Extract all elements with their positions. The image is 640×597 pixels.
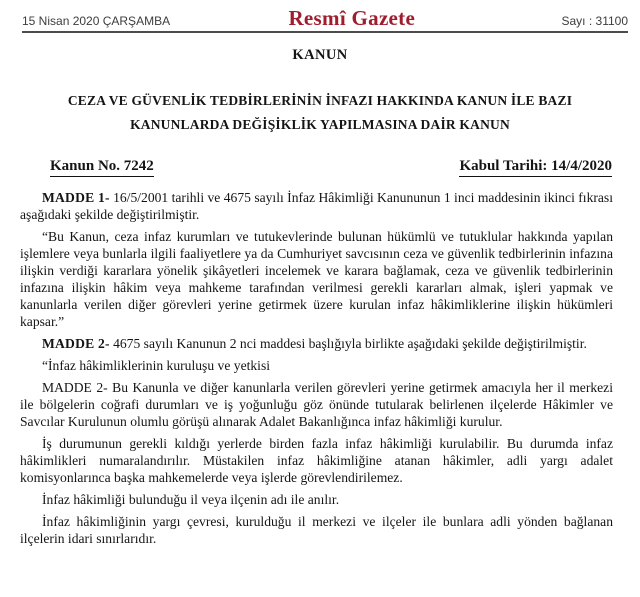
section-heading: KANUN	[292, 47, 348, 63]
law-paragraph: MADDE 1- 16/5/2001 tarihli ve 4675 sayılı İnfaz Hâkimliği Kanununun 1 inci maddesinin ikinci fıkrası aşağıdaki şekilde değiştirilmiştir.	[20, 190, 613, 222]
article-lead: MADDE 1-	[42, 190, 110, 205]
law-paragraph: MADDE 2- 4675 sayılı Kanunun 2 nci maddesi başlığıyla birlikte aşağıdaki şekilde değiştirilmiştir.	[42, 336, 587, 351]
article-lead: MADDE 2-	[42, 336, 110, 351]
law-paragraph: İnfaz hâkimliği bulunduğu il veya ilçenin adı ile anılır.	[42, 492, 340, 507]
gazette-issue-number: Sayı : 31100	[561, 14, 628, 28]
law-paragraph: “Bu Kanun, ceza infaz kurumları ve tutukevlerinde bulunan hükümlü ve tutuklular hakkında yapılan işlemlere veya bunlarla ilgili faaliyetlere ya da Cumhuriyet savcısının ceza ve güvenlik tedbirlerinin infazına ilişkin verdiği kararlara yönelik şikâyetleri incelemek ve karara bağlamak, ceza ve güvenlik tedbirlerinin infazına ilişkin hâkim veya mahkeme tarafından verilmesi gerekli kararları almak, işleri yapmak ve kanunlarla verilen diğer görevleri yerine getirmek üzere kurulan infaz hâkimliklerine ilişkin hükümleri kapsar.”	[20, 229, 613, 329]
law-paragraph: “İnfaz hâkimliklerinin kuruluşu ve yetkisi	[42, 358, 271, 373]
law-paragraph: MADDE 2- Bu Kanunla ve diğer kanunlarla verilen görevleri yerine getirmek amacıyla her il merkezi ile bölgelerin coğrafi durumları ve iş yoğunluğu göz önünde tutularak belirlenen ilçelerde Hâkimler ve Savcılar Kurulunun olumlu görüşü alınarak Adalet Bakanlığınca infaz hâkimliği kurulur.	[20, 380, 613, 429]
acceptance-date: Kabul Tarihi: 14/4/2020	[459, 158, 612, 177]
law-meta	[0, 158, 640, 177]
law-title	[0, 89, 640, 137]
law-title-line1: CEZA VE GÜVENLİK TEDBİRLERİNİN İNFAZI HAKKINDA KANUN İLE BAZI	[67, 93, 573, 108]
law-body	[0, 189, 640, 547]
law-title-line2: KANUNLARDA DEĞİŞİKLİK YAPILMASINA DAİR KANUN	[130, 117, 510, 132]
header-divider	[22, 31, 628, 33]
gazette-masthead: Resmî Gazete	[288, 6, 416, 30]
gazette-date: 15 Nisan 2020 ÇARŞAMBA	[22, 14, 171, 28]
law-paragraph: İnfaz hâkimliğinin yargı çevresi, kurulduğu il merkezi ve ilçeler ile bunlara adli yönden bağlanan ilçelerin idari sınırlarıdır.	[20, 514, 613, 546]
law-paragraph: İş durumunun gerekli kıldığı yerlerde birden fazla infaz hâkimliği kurulabilir. Bu durumda infaz hâkimlikleri numaralandırılır. Müstakilen infaz hâkimliğine atanan hâkimler, adli yargı adalet komisyonlarınca başka mahkemelerde veya işlerde görevlendirilemez.	[20, 436, 613, 485]
law-number: Kanun No. 7242	[50, 158, 154, 177]
gazette-header	[0, 6, 640, 30]
